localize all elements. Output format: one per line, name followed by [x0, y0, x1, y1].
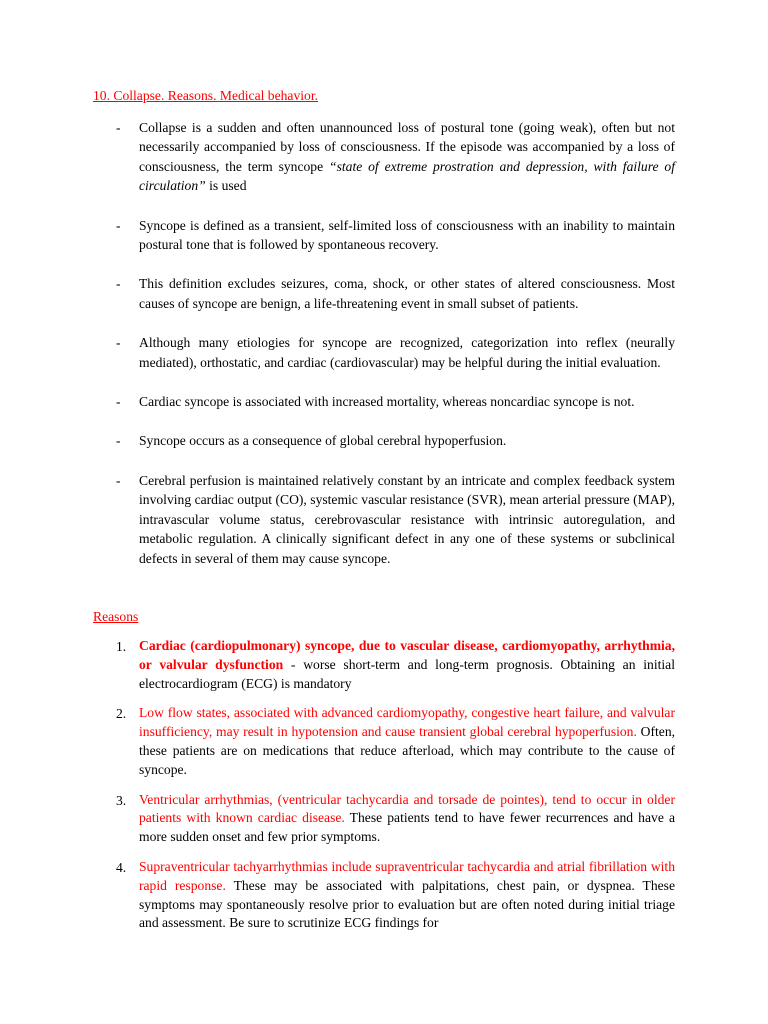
bullet-dash: -	[116, 335, 121, 351]
list-item	[0, 791, 768, 847]
reason-detail: These patients tend to have fewer recurrences and have a more sudden onset and few prior symptoms.	[139, 810, 675, 845]
bullet-text: Cerebral perfusion is maintained relatively constant by an intricate and complex feedback system involving cardiac output (CO), systemic vascular resistance (SVR), mean arterial pressure (MAP), intravascular volume status, cerebrovascular resistance with intrinsic autoregulation, and metabolic regulation. A clinically significant defect in any one of these systems or subclinical defects in several of them may cause syncope.	[139, 472, 675, 566]
reasons-list	[0, 637, 768, 944]
bullet-dash: -	[116, 394, 121, 410]
bullet-dash: -	[116, 120, 121, 135]
list-item	[0, 216, 768, 255]
reason-highlight: Low flow states, associated with advanced cardiomyopathy, congestive heart failure, and valvular insufficiency, may result in hypotension and cause transient global cerebral hypoperfusion.	[139, 705, 675, 740]
bullet-dash: -	[116, 217, 121, 233]
bullet-text: Although many etiologies for syncope are recognized, categorization into reflex (neurally mediated), orthostatic, and cardiac (cardiovascular) may be helpful during the initial evaluation.	[139, 335, 675, 370]
bullet-text: Cardiac syncope is associated with increased mortality, whereas noncardiac syncope is not.	[139, 394, 635, 410]
reason-highlight: Supraventricular tachyarrhythmias include supraventricular tachycardia and atrial fibrillation with rapid response.	[139, 858, 675, 893]
list-item	[0, 274, 768, 313]
list-item	[0, 471, 768, 568]
item-number: 2.	[116, 706, 127, 722]
bullet-text: This definition excludes seizures, coma, shock, or other states of altered consciousness. Most causes of syncope are benign, a life-threatening event in small subset of patients.	[139, 276, 675, 311]
reason-detail: - worse short-term and long-term prognosis. Obtaining an initial electrocardiogram (ECG) is mandatory	[139, 656, 675, 691]
item-number: 4.	[116, 859, 127, 875]
bullet-text: Syncope is defined as a transient, self-limited loss of consciousness with an inability to maintain postural tone that is followed by spontaneous recovery.	[139, 217, 675, 253]
reason-highlight: Cardiac (cardiopulmonary) syncope, due to vascular disease, cardiomyopathy, arrhythmia, or valvular dysfunction	[139, 638, 675, 672]
reason-detail: These may be associated with palpitations, chest pain, or dyspnea. These symptoms may spontaneously resolve prior to evaluation but are often noted during initial triage and assessment. Be sure to scrutinize ECG findings for	[139, 877, 675, 931]
reason-text	[139, 858, 675, 933]
section-title: 10. Collapse. Reasons. Medical behavior.	[93, 88, 319, 103]
list-item	[0, 118, 768, 196]
list-item	[0, 431, 768, 450]
bullet-dash: -	[116, 472, 121, 488]
list-item	[0, 392, 768, 411]
list-item	[0, 704, 768, 779]
list-item	[0, 637, 768, 693]
reason-detail: Often, these patients are on medications that reduce afterload, which may contribute to the cause of syncope.	[139, 724, 676, 777]
reason-text	[139, 704, 675, 779]
item-number: 1.	[116, 639, 127, 654]
reason-text	[139, 637, 675, 693]
bullet-text	[139, 118, 675, 196]
bullet-list	[0, 118, 768, 588]
reasons-title: Reasons	[93, 609, 139, 624]
list-item	[0, 858, 768, 933]
list-item	[0, 333, 768, 372]
bullet-text: Syncope occurs as a consequence of global cerebral hypoperfusion.	[139, 433, 507, 449]
bullet-dash: -	[116, 433, 121, 449]
item-number: 3.	[116, 792, 127, 808]
reason-highlight: Ventricular arrhythmias, (ventricular tachycardia and torsade de pointes), tend to occur in older patients with known cardiac disease.	[139, 791, 675, 826]
bullet-dash: -	[116, 276, 121, 292]
bullet-text-part: Collapse is a sudden and often unannounced loss of postural tone (going weak), often but not necessarily accompanied by loss of consciousness. If the episode was accompanied by a loss of consciousness, the term syncope	[139, 120, 675, 174]
reason-text	[139, 791, 675, 847]
quoted-definition: “state of extreme prostration and depression, with failure of circulation”	[139, 158, 675, 194]
bullet-text-part: is used	[205, 178, 247, 194]
